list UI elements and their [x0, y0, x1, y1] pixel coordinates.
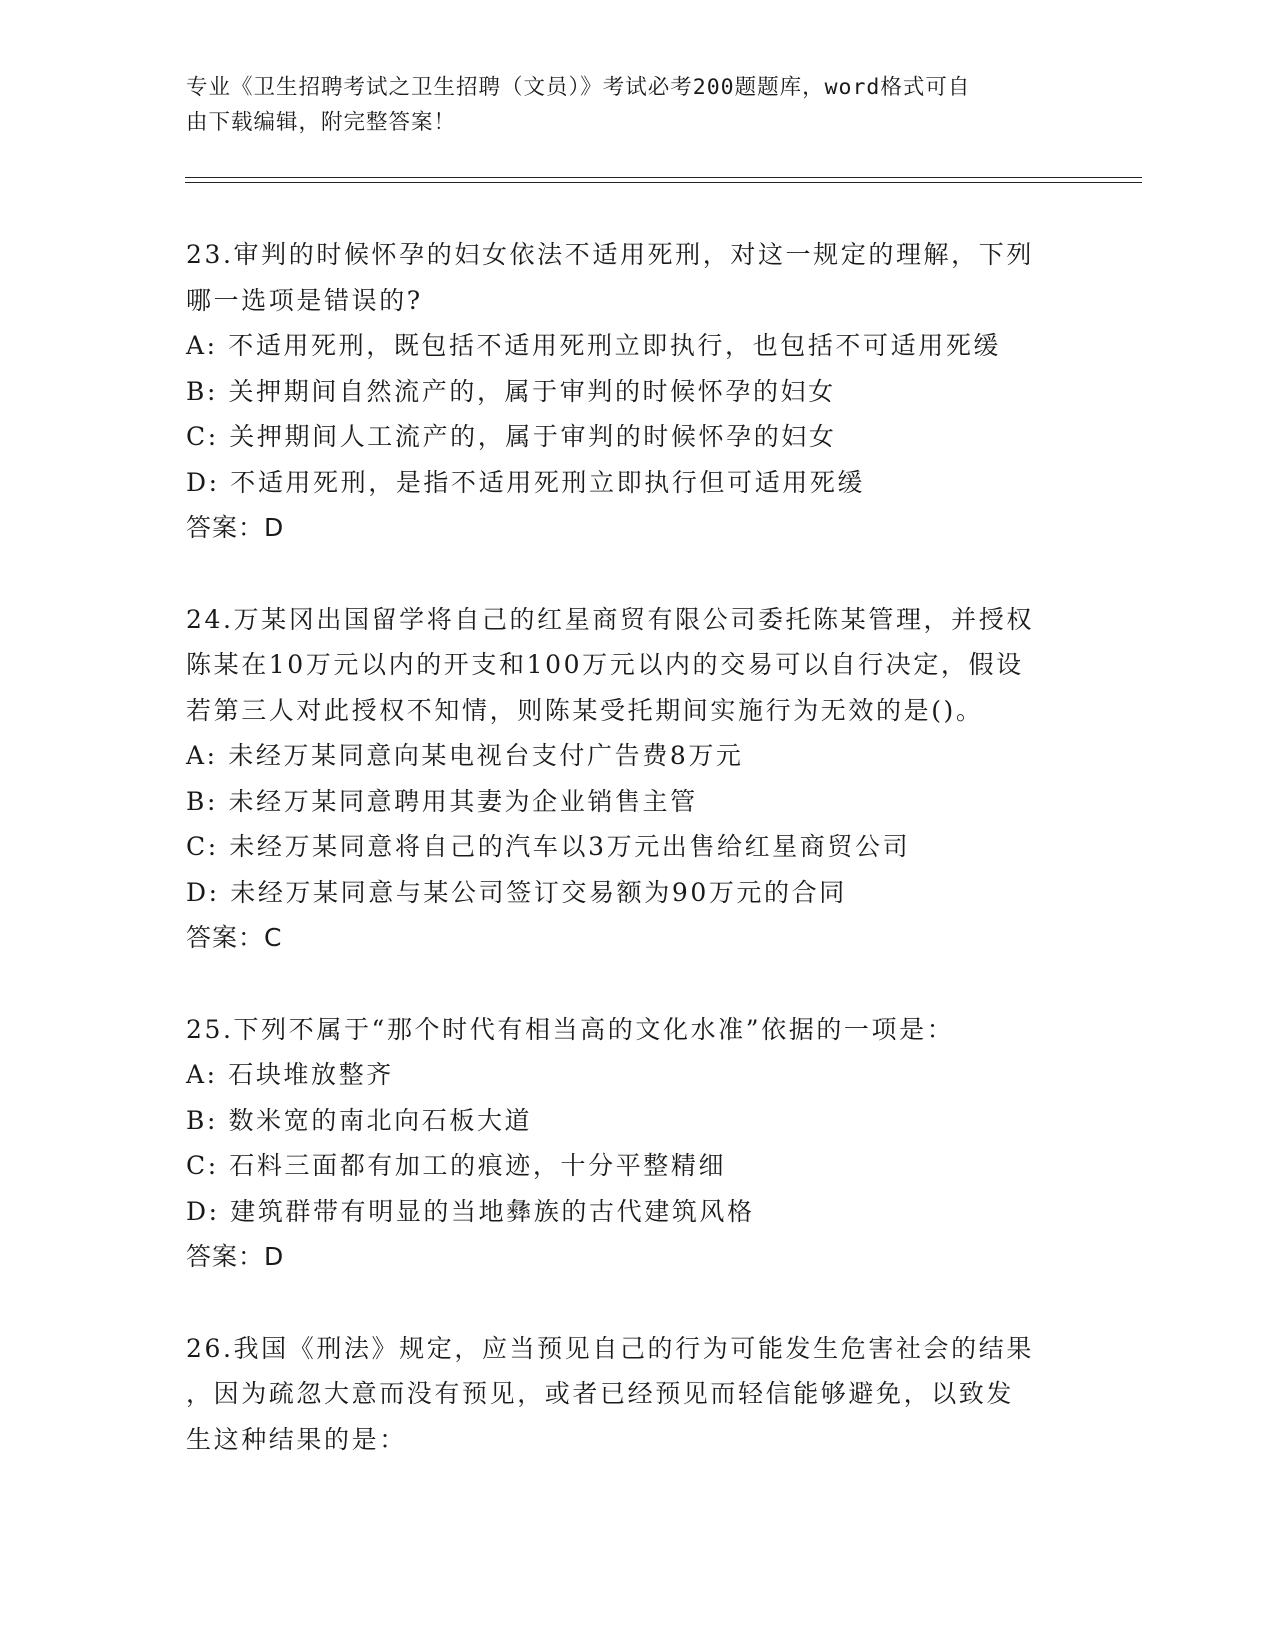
- option-a: A: 未经万某同意向某电视台支付广告费8万元: [186, 741, 744, 770]
- question-text: 26.我国《刑法》规定，应当预见自己的行为可能发生危害社会的结果: [186, 1333, 1034, 1363]
- question-text: 24.万某冈出国留学将自己的红星商贸有限公司委托陈某管理，并授权: [186, 604, 1034, 634]
- option-c: C: 关押期间人工流产的，属于审判的时候怀孕的妇女: [186, 422, 837, 451]
- question-26: [186, 1326, 1086, 1463]
- answer: 答案：D: [186, 513, 285, 542]
- answer: 答案：C: [186, 923, 283, 952]
- question-text: 陈某在10万元以内的开支和100万元以内的交易可以自行决定，假设: [186, 650, 1024, 679]
- option-b: B: 未经万某同意聘用其妻为企业销售主管: [186, 786, 698, 816]
- header-divider-top: [185, 177, 1142, 178]
- question-text: 23.审判的时候怀孕的妇女依法不适用死刑，对这一规定的理解，下列: [186, 240, 1034, 269]
- question-24: [186, 597, 1086, 961]
- question-list: [186, 232, 1086, 1462]
- question-text: 若第三人对此授权不知情，则陈某受托期间实施行为无效的是()。: [186, 695, 984, 725]
- option-b: B: 关押期间自然流产的，属于审判的时候怀孕的妇女: [186, 376, 836, 406]
- option-d: D: 建筑群带有明显的当地彝族的古代建筑风格: [186, 1196, 755, 1226]
- option-a: A: 石块堆放整齐: [186, 1060, 394, 1089]
- document-header: [186, 70, 1066, 140]
- option-d: D: 未经万某同意与某公司签订交易额为90万元的合同: [186, 877, 847, 907]
- question-text: 哪一选项是错误的?: [186, 285, 423, 315]
- question-text: 生这种结果的是：: [186, 1424, 407, 1454]
- spacer: [186, 551, 1086, 597]
- question-25: [186, 1007, 1086, 1280]
- spacer: [186, 1280, 1086, 1326]
- header-line-1: 专业《卫生招聘考试之卫生招聘（文员）》考试必考200题题库，word格式可自: [186, 75, 971, 100]
- option-a: A: 不适用死刑，既包括不适用死刑立即执行，也包括不可适用死缓: [186, 331, 1002, 360]
- option-c: C: 石料三面都有加工的痕迹，十分平整精细: [186, 1151, 727, 1180]
- answer: 答案：D: [186, 1242, 285, 1271]
- option-d: D: 不适用死刑，是指不适用死刑立即执行但可适用死缓: [186, 467, 866, 497]
- header-divider-bottom: [185, 182, 1142, 183]
- question-text: 25.下列不属于“那个时代有相当高的文化水准”依据的一项是：: [186, 1014, 955, 1044]
- option-c: C: 未经万某同意将自己的汽车以3万元出售给红星商贸公司: [186, 832, 911, 861]
- option-b: B: 数米宽的南北向石板大道: [186, 1105, 533, 1135]
- header-line-2: 由下载编辑，附完整答案！: [186, 110, 457, 135]
- spacer: [186, 961, 1086, 1007]
- question-text: ，因为疏忽大意而没有预见，或者已经预见而轻信能够避免，以致发: [186, 1379, 1015, 1408]
- question-23: [186, 232, 1086, 551]
